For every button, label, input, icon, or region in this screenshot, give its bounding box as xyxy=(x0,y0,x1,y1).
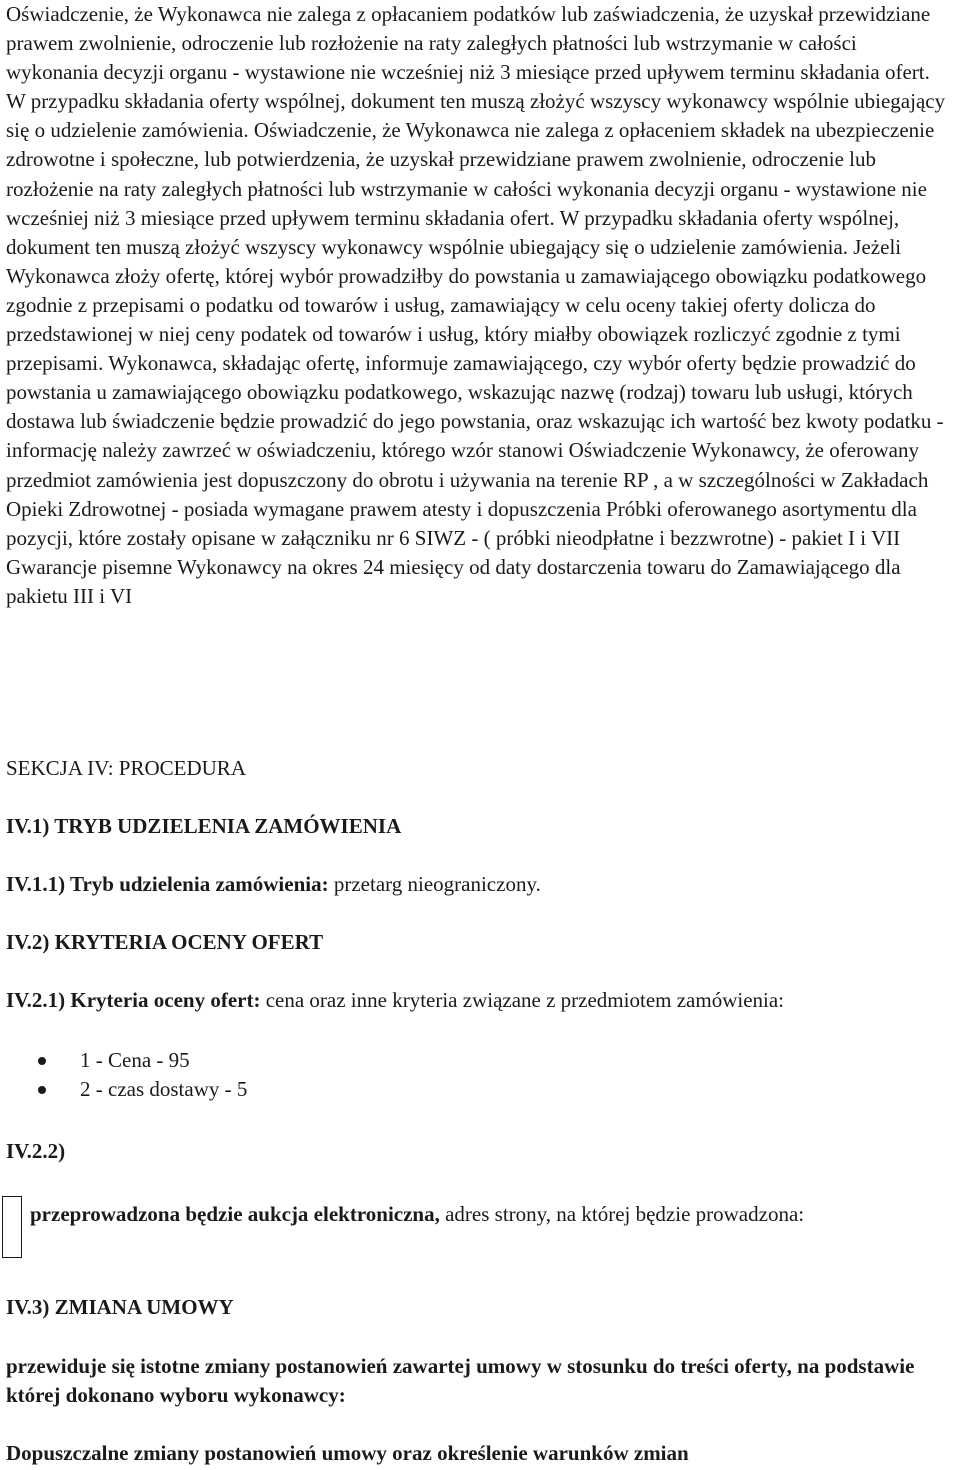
iv11-line xyxy=(6,870,541,899)
iv22-label: IV.2.2) xyxy=(6,1139,66,1163)
bullet-icon xyxy=(38,1057,46,1065)
list-item xyxy=(38,1046,247,1075)
criterion-text: 1 - Cena - 95 xyxy=(80,1048,190,1072)
document-page xyxy=(6,0,954,611)
conditions-paragraph: Oświadczenie, że Wykonawca nie zalega z opłacaniem podatków lub zaświadczenia, że uzyskał przewidziane prawem zwolnienie, odroczenie lub rozłożenie na raty zaległych płatności lub wstrzymanie w całości wykonania decyzji organu - wystawione nie wcześniej niż 3 miesiące przed upływem terminu składania ofert. W przypadku składania oferty wspólnej, dokument ten muszą złożyć wszyscy wykonawcy wspólnie ubiegający się o udzielenie zamówienia. Oświadczenie, że Wykonawca nie zalega z opłaceniem składek na ubezpieczenie zdrowotne i społeczne, lub potwierdzenia, że uzyskał przewidziane prawem zwolnienie, odroczenie lub rozłożenie na raty zaległych płatności lub wstrzymanie w całości wykonania decyzji organu - wystawione nie wcześniej niż 3 miesiące przed upływem terminu składania ofert. W przypadku składania oferty wspólnej, dokument ten muszą złożyć wszyscy wykonawcy wspólnie ubiegający się o udzielenie zamówienia. Jeżeli Wykonawca złoży ofertę, której wybór prowadziłby do powstania u zamawiającego obowiązku podatkowego zgodnie z przepisami o podatku od towarów i usług, zamawiający w celu oceny takiej oferty dolicza do przedstawionej w niej ceny podatek od towarów i usług, który miałby obowiązek rozliczyć zgodnie z tymi przepisami. Wykonawca, składając ofertę, informuje zamawiającego, czy wybór oferty będzie prowadzić do powstania u zamawiającego obowiązku podatkowego, wskazując nazwę (rodzaj) towaru lub usługi, których dostawa lub świadczenie będzie prowadzić do jego powstania, oraz wskazując ich wartość bez kwoty podatku - informację należy zawrzeć w oświadczeniu, którego wzór stanowi Oświadczenie Wykonawcy, że oferowany przedmiot zamówienia jest dopuszczony do obrotu i używania na terenie RP , a w szczególności w Zakładach Opieki Zdrowotnej - posiada wymagane prawem atesty i dopuszczenia Próbki oferowanego asortymentu dla pozycji, które zostały opisane w załączniku nr 6 SIWZ - ( próbki nieodpłatne i bezzwrotne) - pakiet I i VII Gwarancje pisemne Wykonawcy na okres 24 miesięcy od daty dostarczenia towaru do Zamawiającego dla pakietu III i VI xyxy=(6,2,946,608)
iv2-heading: IV.2) KRYTERIA OCENY OFERT xyxy=(6,930,324,954)
iv21-label: IV.2.1) Kryteria oceny ofert: xyxy=(6,988,261,1012)
criterion-text: 2 - czas dostawy - 5 xyxy=(80,1077,248,1101)
auction-checkbox[interactable] xyxy=(2,1196,22,1258)
iv11-label: IV.1.1) Tryb udzielenia zamówienia: xyxy=(6,872,329,896)
iv21-value: cena oraz inne kryteria związane z przedmiotem zamówienia: xyxy=(260,988,785,1012)
criteria-list xyxy=(38,1046,247,1104)
changes-text: przewiduje się istotne zmiany postanowień zawartej umowy w stosunku do treści oferty, na podstawie której dokonano wyboru wykonawcy: xyxy=(6,1354,915,1407)
auction-line xyxy=(30,1200,930,1229)
bullet-icon xyxy=(38,1086,46,1094)
auction-rest-text: adres strony, na której będzie prowadzona: xyxy=(439,1202,805,1226)
iv3-heading: IV.3) ZMIANA UMOWY xyxy=(6,1295,234,1319)
section-title: SEKCJA IV: PROCEDURA xyxy=(6,756,246,780)
iv11-value: przetarg nieograniczony. xyxy=(328,872,541,896)
list-item xyxy=(38,1075,247,1104)
allowed-changes-heading: Dopuszczalne zmiany postanowień umowy oraz określenie warunków zmian xyxy=(6,1441,689,1465)
auction-bold-text: przeprowadzona będzie aukcja elektroniczna, xyxy=(30,1202,440,1226)
iv21-line xyxy=(6,986,784,1015)
iv1-heading: IV.1) TRYB UDZIELENIA ZAMÓWIENIA xyxy=(6,814,402,838)
